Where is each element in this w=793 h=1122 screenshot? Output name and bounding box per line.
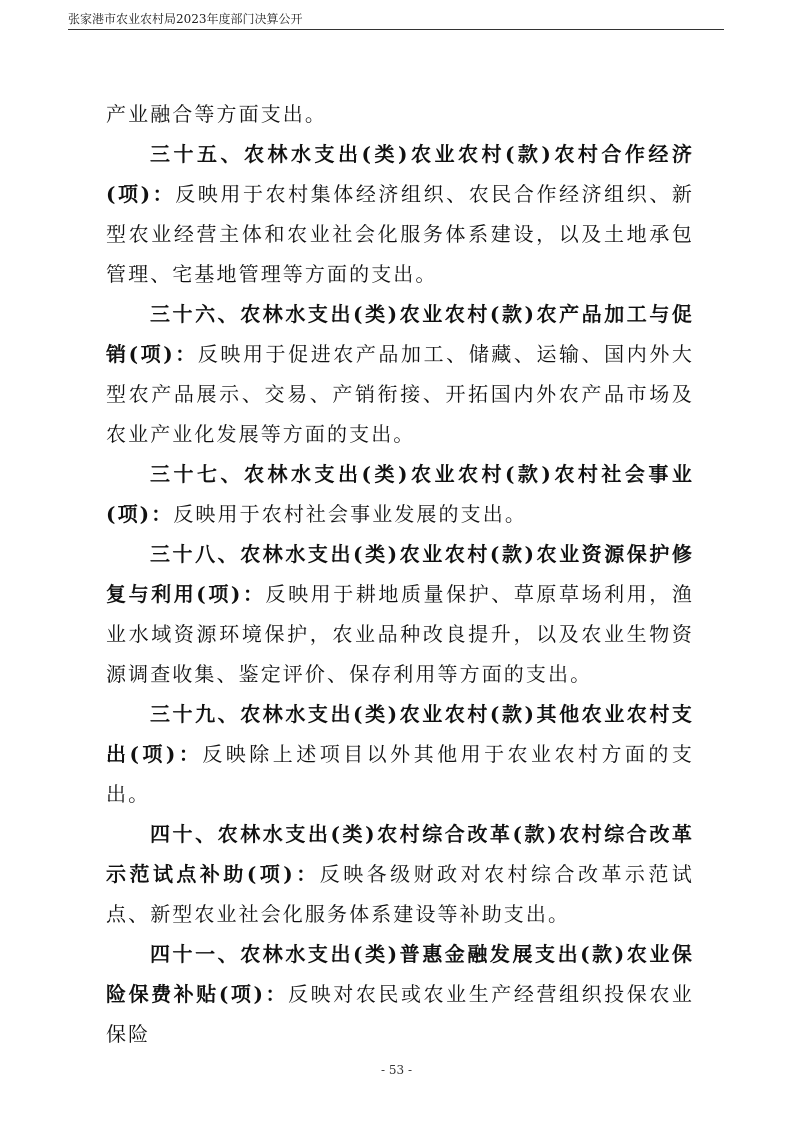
paragraph-text: 反映各级财政对农村综合改革示范试点、新型农业社会化服务体系建设等补助支出。 (106, 862, 694, 926)
paragraph-heading: 三十九、农林水支出(类)农业农村(款)其他农业农村支出(项)： (106, 702, 694, 766)
paragraph-text: 反映用于促进农产品加工、储藏、运输、国内外大型农产品展示、交易、产销衔接、开拓国内外农产品市场及农业产业化发展等方面的支出。 (106, 342, 694, 446)
paragraph-text: 反映除上述项目以外其他用于农业农村方面的支出。 (106, 742, 694, 806)
paragraph-item-37 (106, 454, 694, 534)
paragraph-item-36 (106, 294, 694, 454)
paragraph-text: 反映用于农村社会事业发展的支出。 (173, 502, 527, 526)
paragraph-text: 反映用于农村集体经济组织、农民合作经济组织、新型农业经营主体和农业社会化服务体系建设，以及土地承包管理、宅基地管理等方面的支出。 (106, 182, 694, 286)
document-body (106, 94, 694, 1054)
paragraph-text: 反映对农民或农业生产经营组织投保农业保险 (106, 982, 694, 1046)
paragraph-heading: 三十六、农林水支出(类)农业农村(款)农产品加工与促销(项)： (106, 302, 694, 366)
page-header (68, 11, 724, 30)
paragraph-text: 反映用于耕地质量保护、草原草场利用，渔业水域资源环境保护，农业品种改良提升，以及农业生物资源调查收集、鉴定评价、保存利用等方面的支出。 (106, 582, 694, 686)
paragraph-heading: 三十八、农林水支出(类)农业农村(款)农业资源保护修复与利用(项)： (106, 542, 694, 606)
paragraph-continuation (106, 94, 694, 134)
paragraph-heading: 三十五、农林水支出(类)农业农村(款)农村合作经济(项)： (106, 142, 694, 206)
header-title: 张家港市农业农村局2023年度部门决算公开 (68, 12, 303, 26)
paragraph-text: 产业融合等方面支出。 (106, 102, 327, 126)
paragraph-item-40 (106, 814, 694, 934)
paragraph-heading: 四十、农林水支出(类)农村综合改革(款)农村综合改革示范试点补助(项)： (106, 822, 694, 886)
page-number: - 53 - (380, 1063, 412, 1077)
paragraph-item-38 (106, 534, 694, 694)
paragraph-heading: 四十一、农林水支出(类)普惠金融发展支出(款)农业保险保费补贴(项)： (106, 942, 694, 1006)
paragraph-item-35 (106, 134, 694, 294)
paragraph-item-41 (106, 934, 694, 1054)
paragraph-item-39 (106, 694, 694, 814)
paragraph-heading: 三十七、农林水支出(类)农业农村(款)农村社会事业(项)： (106, 462, 694, 526)
